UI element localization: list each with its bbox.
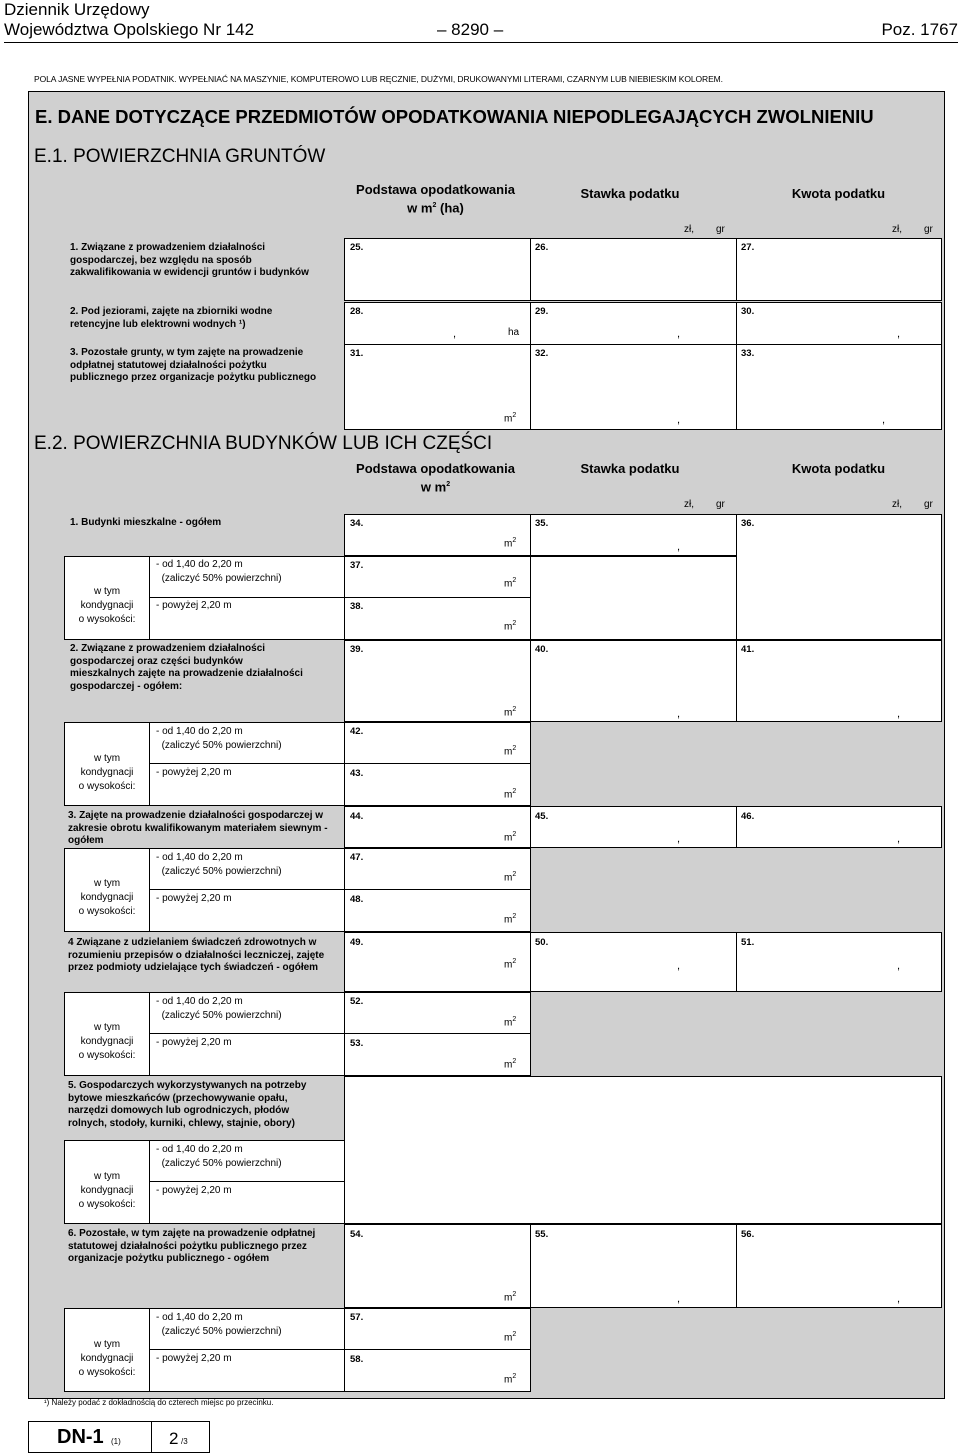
e1-row2-label: 2. Pod jeziorami, zajęte na zbiorniki wodne retencyjne lub elektrowni wodnych ¹): [70, 306, 273, 330]
section-e1-title: E.1. POWIERZCHNIA GRUNTÓW: [34, 146, 326, 167]
field-32[interactable]: [530, 344, 737, 430]
form-id-box: [28, 1421, 210, 1453]
e2-row3-label: 3. Zajęte na prowadzenie działalności gospodarczej w zakresie obrotu kwalifikowanym materiałem siewnym - ogółem: [68, 810, 328, 846]
field-37[interactable]: [344, 556, 531, 598]
form-version: (1): [111, 1437, 121, 1446]
field-27[interactable]: [736, 238, 942, 301]
field-31[interactable]: [344, 344, 531, 430]
field-36[interactable]: [736, 514, 942, 640]
field-26[interactable]: [530, 238, 737, 301]
fill-instruction: POLA JASNE WYPEŁNIA PODATNIK. WYPEŁNIAĆ NA MASZYNIE, KOMPUTEROWO LUB RĘCZNIE, DUŻYMI, DRUKOWANYMI LITERAMI, CZARNYM LUB NIEBIESKIM KOLOREM.: [34, 74, 723, 84]
e1-row3-label: 3. Pozostałe grunty, w tym zajęte na prowadzenie odpłatnej statutowej działalności pożytku publicznego przez organizacje pożytku publicznego: [70, 347, 317, 383]
e2-row1-label: 1. Budynki mieszkalne - ogółem: [70, 517, 222, 528]
e2-row5-area: [344, 1076, 942, 1224]
form-code: DN-1: [57, 1426, 104, 1448]
e1-col-base-header: Podstawa opodatkowania w $m^2$ (ha): [356, 182, 515, 216]
field-38[interactable]: [344, 597, 531, 640]
field-49[interactable]: [344, 932, 531, 992]
field-46[interactable]: [736, 806, 942, 848]
field-42[interactable]: [344, 722, 531, 764]
field-55[interactable]: [530, 1224, 737, 1308]
field-29[interactable]: [530, 302, 737, 345]
e1-col-rate-header: Stawka podatku: [580, 186, 680, 201]
field-56[interactable]: [736, 1224, 942, 1308]
position-number: Poz. 1767: [881, 20, 958, 39]
e2-col-base-header: Podstawa opodatkowania w $m^2$: [356, 461, 515, 495]
field-41[interactable]: [736, 640, 942, 722]
field-44[interactable]: [344, 806, 531, 848]
field-28[interactable]: [344, 302, 531, 345]
field-25[interactable]: [344, 238, 531, 301]
field-48[interactable]: [344, 889, 531, 932]
footnote: ¹) Należy podać z dokładnością do czterech miejsc po przecinku.: [44, 1398, 274, 1407]
e2-col-rate-header: Stawka podatku: [580, 461, 680, 476]
field-54[interactable]: [344, 1224, 531, 1308]
field-47[interactable]: [344, 848, 531, 890]
field-40[interactable]: [530, 640, 737, 722]
field-30[interactable]: [736, 302, 942, 345]
e2-row4-label: 4 Związane z udzielaniem świadczeń zdrowotnych w rozumieniu przepisów o działalności leczniczej, zajęte przez podmioty udzielające tych świadczeń - ogółem: [68, 937, 325, 973]
field-52[interactable]: [344, 992, 531, 1034]
e2-row6-label: 6. Pozostałe, w tym zajęte na prowadzenie odpłatnej statutowej działalności pożytku publicznego przez organizacje pożytku publicznego - ogółem: [68, 1228, 316, 1264]
e2-row5-label: 5. Gospodarczych wykorzystywanych na potrzeby bytowe mieszkańców (przechowywanie opału, narzędzi domowych lub ogrodniczych, płodów rolnych, stodoły, kurniki, chlewy, stajnie, obory): [68, 1080, 307, 1129]
field-57[interactable]: [344, 1308, 531, 1350]
field-39[interactable]: [344, 640, 531, 722]
e2-row2-label: 2. Związane z prowadzeniem działalności gospodarczej oraz części budynków mieszkalnych zajęte na prowadzenie działalności gospodarczej - ogółem:: [70, 643, 303, 692]
field-53[interactable]: [344, 1033, 531, 1076]
page-number: – 8290 –: [437, 20, 504, 39]
form-pages: /3: [181, 1437, 188, 1446]
field-43[interactable]: [344, 763, 531, 806]
journal-title: Dziennik Urzędowy: [4, 0, 150, 19]
field-34[interactable]: [344, 514, 531, 556]
section-e-title: E. DANE DOTYCZĄCE PRZEDMIOTÓW OPODATKOWANIA NIEPODLEGAJĄCYCH ZWOLNIENIU: [35, 106, 874, 127]
field-50[interactable]: [530, 932, 737, 992]
journal-issue: Województwa Opolskiego Nr 142: [4, 20, 255, 39]
field-45[interactable]: [530, 806, 737, 848]
form-page: 2: [169, 1429, 179, 1448]
e1-col-amount-header: Kwota podatku: [791, 186, 886, 201]
field-33[interactable]: [736, 344, 942, 430]
e1-row1-label: 1. Związane z prowadzeniem działalności gospodarczej, bez względu na sposób zakwalifikowania w ewidencji gruntów i budynków: [70, 242, 309, 278]
field-35[interactable]: [530, 514, 737, 556]
section-e2-title: E.2. POWIERZCHNIA BUDYNKÓW LUB ICH CZĘŚCI: [34, 433, 493, 454]
field-58[interactable]: [344, 1349, 531, 1392]
field-51[interactable]: [736, 932, 942, 992]
e2-col-amount-header: Kwota podatku: [791, 461, 886, 476]
page-header: [4, 0, 958, 43]
